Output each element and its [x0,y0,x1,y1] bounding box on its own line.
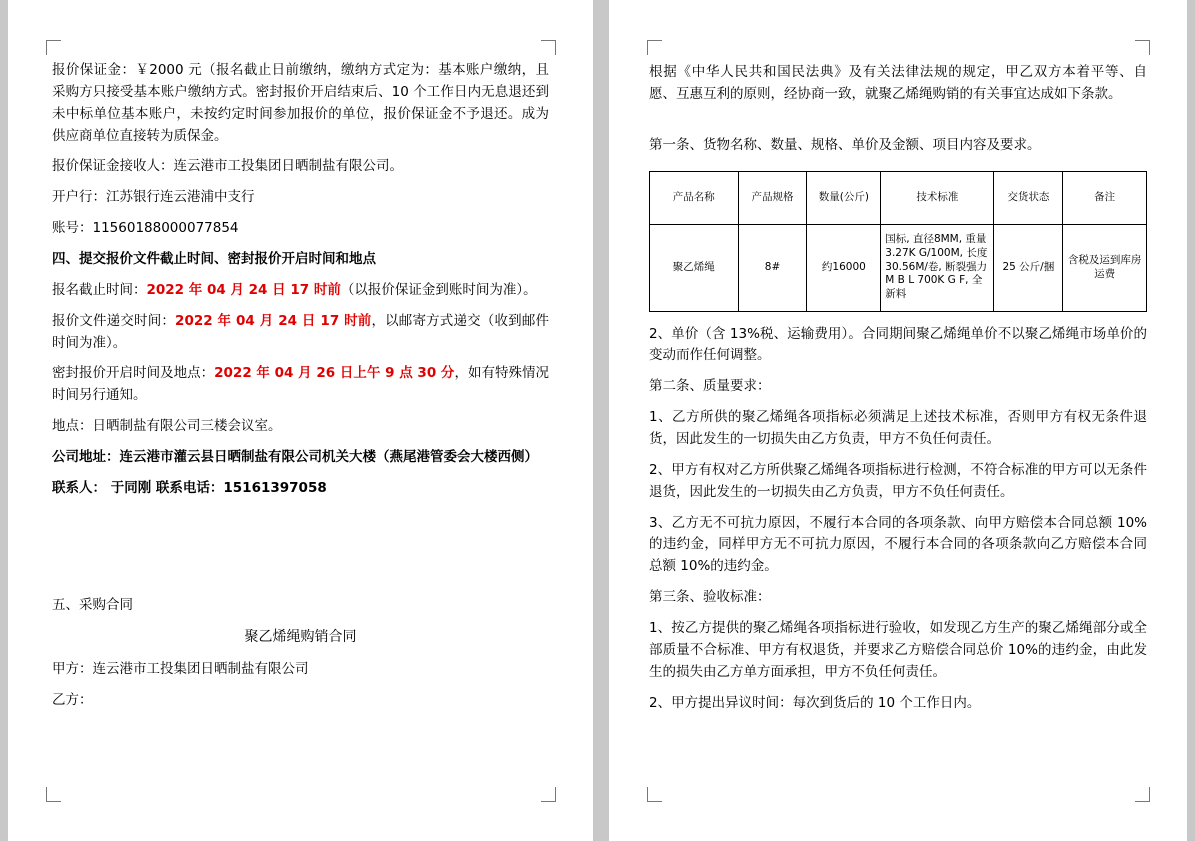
paragraph-registration-deadline [52,280,549,302]
cell-product-name: 聚乙烯绳 [650,224,739,311]
paragraph-location: 地点：日晒制盐有限公司三楼会议室。 [52,418,282,435]
submission-date: 2022 年 04 月 24 日 17 时前 [175,312,372,329]
deadline-prefix: 报名截止时间： [52,281,147,298]
heading-article-one: 第一条、货物名称、数量、规格、单价及金额、项目内容及要求。 [649,136,1041,153]
right-page-content [649,62,1147,791]
heading-article-two: 第二条、质量要求： [649,378,771,395]
cell-quantity: 约16000 [807,224,881,311]
crop-mark-top-right [1135,40,1150,55]
content-spacer [52,509,549,595]
paragraph-company-address: 公司地址：连云港市灌云县日晒制盐有限公司机关大楼（燕尾港管委会大楼西侧） [52,449,538,466]
crop-mark-top-right [541,40,556,55]
document-page-right [609,0,1187,841]
paragraph-quality-2: 2、甲方有权对乙方所供聚乙烯绳各项指标进行检测，不符合标准的甲方可以无条件退货，因此发生的一切损失由乙方负责，甲方不负任何责任。 [649,461,1147,500]
goods-table-body [650,224,1147,311]
col-product-spec: 产品规格 [738,171,807,224]
paragraph-quality-1: 1、乙方所供的聚乙烯绳各项指标必须满足上述技术标准，否则甲方有权无条件退货，因此发生的一切损失由乙方负责，甲方不负任何责任。 [649,409,1147,448]
table-header-row [650,171,1147,224]
submission-suffix: ，以邮寄方式递交（收到邮件时间为准）。 [52,312,549,351]
goods-table-header [650,171,1147,224]
cell-delivery-state: 25 公斤/捆 [994,224,1063,311]
cell-product-spec: 8# [738,224,807,311]
paragraph-account: 账号：11560188000077854 [52,220,239,237]
col-delivery-state: 交货状态 [994,171,1063,224]
paragraph-payee: 报价保证金接收人：连云港市工投集团日晒制盐有限公司。 [52,158,403,175]
heading-section-four: 四、提交报价文件截止时间、密封报价开启时间和地点 [52,251,376,268]
document-page-left [8,0,593,841]
paragraph-party-a: 甲方：连云港市工投集团日晒制盐有限公司 [52,661,309,678]
crop-mark-top-left [647,40,662,55]
paragraph-bank: 开户行：江苏银行连云港浦中支行 [52,189,255,206]
heading-section-five: 五、采购合同 [52,596,133,613]
goods-table [649,171,1147,312]
contract-title: 聚乙烯绳购销合同 [244,628,357,645]
col-quantity: 数量(公斤) [807,171,881,224]
col-tech-standard: 技术标准 [881,171,994,224]
crop-mark-top-left [46,40,61,55]
deadline-suffix: （以报价保证金到账时间为准）。 [340,281,537,298]
paragraph-acceptance-1: 1、按乙方提供的聚乙烯绳各项指标进行验收，如发现乙方生产的聚乙烯绳部分或全部质量不合标准、甲方有权退货，并要求乙方赔偿合同总价 10%的违约金，由此发生的损失由乙方单方面承担，甲方不负任何责任。 [649,620,1147,680]
left-page-content [52,60,549,791]
col-product-name: 产品名称 [650,171,739,224]
paragraph-quality-3: 3、乙方无不可抗力原因，不履行本合同的各项条款、向甲方赔偿本合同总额 10%的违约金，同样甲方无不可抗力原因，不履行本合同的各项条款向乙方赔偿本合同总额 10%的违约金。 [649,514,1147,575]
submission-prefix: 报价文件递交时间： [52,312,176,329]
cell-tech-standard: 国标, 直径8MM, 重量 3.27K G/100M, 长度 30.56M/卷, 断裂强力M B L 700K G F, 全新料 [881,224,994,311]
paragraph-acceptance-2: 2、甲方提出异议时间：每次到货后的 10 个工作日内。 [649,694,981,711]
opening-prefix: 密封报价开启时间及地点： [52,365,215,382]
deadline-date: 2022 年 04 月 24 日 17 时前 [146,281,341,298]
paragraph-party-b: 乙方： [52,692,93,709]
paragraph-contact: 联系人： 于同刚 联系电话：15161397058 [52,479,327,496]
col-remark: 备注 [1063,171,1147,224]
content-spacer [649,115,1147,135]
heading-article-three: 第三条、验收标准： [649,589,771,606]
table-row [650,224,1147,311]
paragraph-document-submission [52,311,549,355]
paragraph-unit-price: 2、单价（含 13%税、运输费用）。合同期间聚乙烯绳单价不以聚乙烯绳市场单价的变动而作任何调整。 [649,325,1147,364]
paragraph-bid-opening [52,363,549,407]
paragraph-intro: 根据《中华人民共和国民法典》及有关法律法规的规定，甲乙双方本着平等、自愿、互惠互利的原则，经协商一致，就聚乙烯绳购销的有关事宜达成如下条款。 [649,64,1147,102]
opening-date: 2022 年 04 月 26 日上午 9 点 30 分 [214,365,455,382]
cell-remark: 含税及运到库房运费 [1063,224,1147,311]
paragraph-deposit: 报价保证金：￥2000 元（报名截止日前缴纳，缴纳方式定为：基本账户缴纳，且采购方只接受基本账户缴纳方式。密封报价开启结束后、10 个工作日内无息退还到未中标单位基本账户，未按约定时间参加报价的单位，报价保证金不予退还。成为供应商单位直接转为质保金。 [52,62,549,144]
opening-suffix: ，如有特殊情况时间另行通知。 [52,365,550,404]
